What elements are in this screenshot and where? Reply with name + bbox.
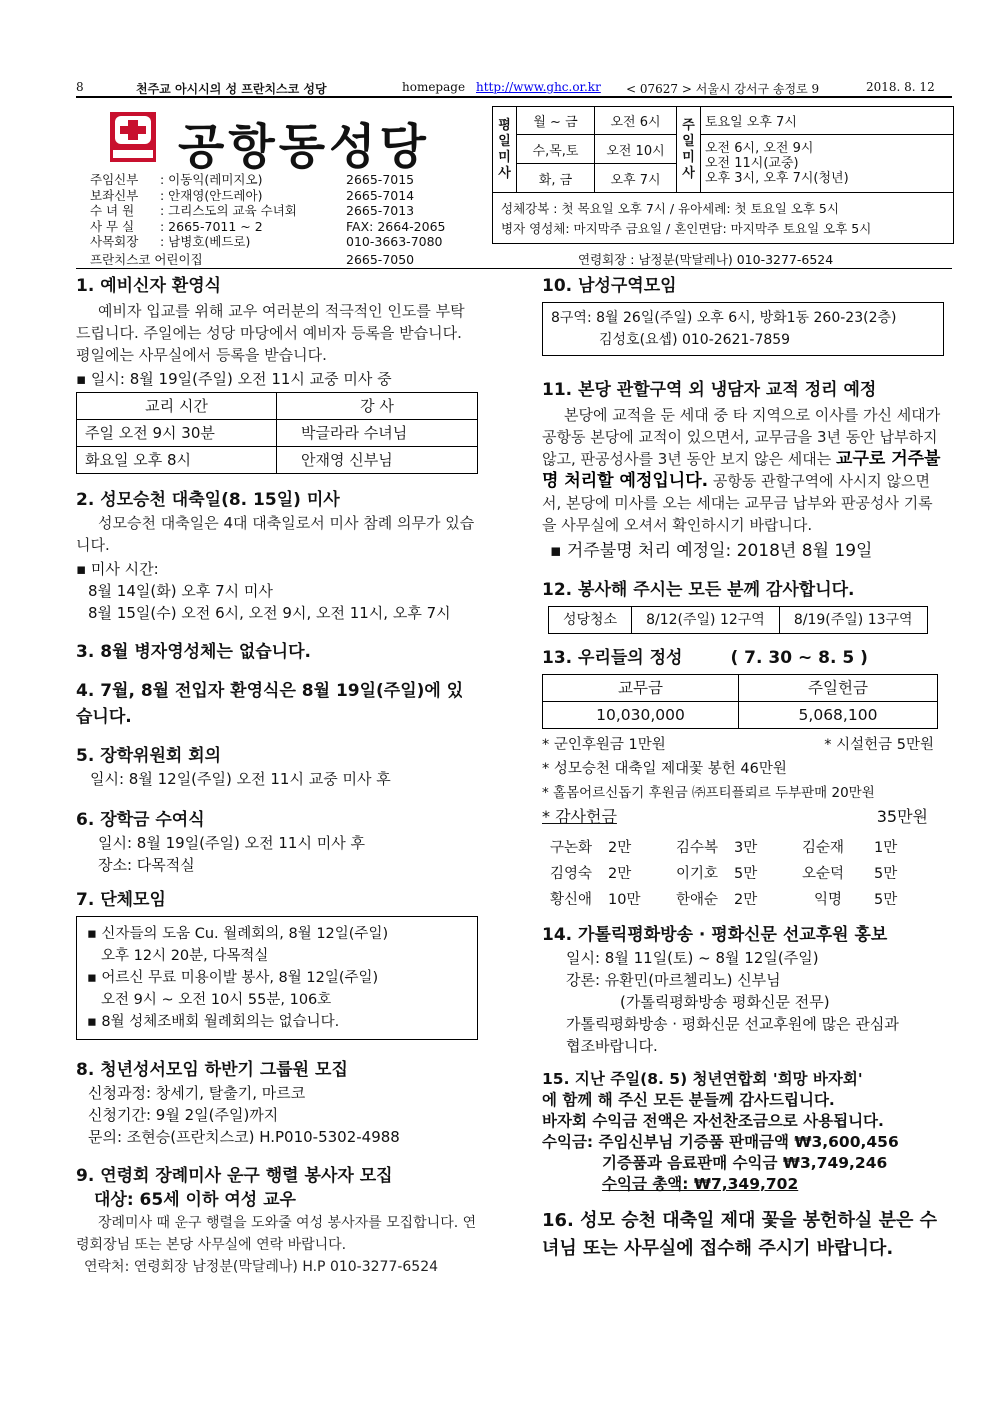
section-text: 신청과정: 창세기, 탈출기, 마르코: [88, 1084, 306, 1102]
section-heading: 15. 지난 주일(8. 5) 청년연합회 '희망 바자회': [542, 1070, 863, 1088]
table-header: 주일헌금: [739, 675, 938, 702]
proceeds-line: 수익금: 주임신부님 기증품 판매금액 ₩3,600,456: [542, 1133, 899, 1151]
right-column: [542, 274, 944, 1263]
table-cell: 8/12(주일) 12구역: [632, 607, 780, 634]
table-cell: 성당청소: [549, 607, 632, 634]
section-heading: 14. 가톨릭평화방송 · 평화신문 선교후원 홍보: [542, 925, 888, 945]
donor-amount: 10만: [608, 892, 641, 908]
bazaar-thanks: [542, 1069, 944, 1195]
section-text: 성모승천 대축일은 4대 대축일로서 미사 참례 의무가 있습니다.: [76, 514, 475, 554]
donor-name: 익명: [814, 892, 843, 908]
section-heading: 5. 장학위원회 회의: [76, 746, 222, 766]
proceeds-total: 수익금 총액: ₩7,349,702: [602, 1175, 799, 1193]
donor-name: 오순덕: [802, 866, 845, 882]
donor-amount: 5만: [734, 866, 758, 882]
section-heading: 11. 본당 관할구역 외 냉담자 교적 정리 예정: [542, 380, 877, 400]
homepage-link[interactable]: http://www.ghc.or.kr: [476, 80, 601, 94]
list-item: ▪ 어르신 무료 미용이발 봉사, 8월 12일(주일): [87, 970, 379, 986]
mass-time: 오후 7시: [595, 164, 677, 193]
funeral-committee-contact: 연령회장 : 남정분(막달레나) 010-3277-6524: [578, 252, 834, 267]
section-heading: 13. 우리들의 정성 ( 7. 30 ~ 8. 5 ): [542, 648, 868, 668]
mass-time: 오전 10시: [595, 135, 677, 164]
donor-amount: 5만: [874, 892, 898, 908]
section-heading: 4. 7월, 8월 전입자 환영식은 8월 19일(주일)에 있습니다.: [76, 681, 464, 727]
mass-day: 화, 금: [517, 164, 595, 193]
mass-schedule: [492, 106, 954, 244]
donor-table: [550, 835, 897, 913]
section-heading: 9. 연령회 장례미사 운구 행렬 봉사자 모집: [76, 1166, 393, 1186]
section-text: 장소: 다목적실: [98, 856, 195, 874]
mass-time: 오전 6시: [595, 107, 677, 135]
proceeds-line: 기증품과 음료판매 수익금 ₩3,749,246: [602, 1154, 888, 1172]
note-line: 병자 영성체: 마지막주 금요일 / 혼인면담: 마지막주 토요일 오후 5시: [501, 221, 872, 236]
table-header: 교무금: [543, 675, 739, 702]
donor-name: 김수복: [676, 840, 719, 856]
sunday-label: 주일미사: [677, 107, 701, 193]
sunday-time: 오전 11시(교중): [705, 156, 799, 171]
sunday-time: 오전 6시, 오전 9시: [705, 141, 814, 156]
staff-row: 주임신부 : 이동익(레미지오) 2665-7015: [90, 172, 415, 187]
header-divider: [76, 268, 952, 269]
offering-line: * 군인후원금 1만원 * 시설헌금 5만원: [542, 737, 934, 753]
top-header-bar: [76, 78, 952, 98]
offering-line: * 성모승천 대축일 제대꽃 봉헌 46만원: [542, 761, 787, 777]
table-cell: 10,030,000: [543, 702, 739, 729]
left-column: [76, 274, 478, 1278]
parish-logo: [110, 112, 156, 162]
donor-name: 이기호: [676, 866, 719, 882]
section-text: 예비자 입교를 위해 교우 여러분의 적극적인 인도를 부탁드립니다. 주일에는 성당 마당에서 예비자 등록을 받습니다. 평일에는 사무실에서 등록을 받습니다.: [76, 302, 465, 364]
table-cell: 화요일 오후 8시: [77, 447, 277, 474]
list-item: 8월 14일(화) 오후 7시 미사: [88, 582, 273, 600]
section-heading: 12. 봉사해 주시는 모든 분께 감사합니다.: [542, 580, 855, 600]
staff-row: 사 무 실 : 2665-7011 ~ 2 FAX: 2664-2065: [90, 218, 446, 234]
list-item: 8월 15일(수) 오전 6시, 오전 9시, 오전 11시, 오후 7시: [88, 604, 451, 622]
donor-amount: 2만: [734, 892, 758, 908]
section-heading: 1. 예비신자 환영식: [76, 276, 222, 296]
staff-row: 수 녀 원 : 그리스도의 교육 수녀회 2665-7013: [90, 203, 415, 218]
event-date: ▪ 거주불명 처리 예정일: 2018년 8월 19일: [550, 541, 873, 561]
table-cell: 8/19(주일) 13구역: [779, 607, 927, 634]
weekday-label: 평일미사: [493, 107, 517, 193]
donor-amount: 1만: [874, 840, 898, 856]
staff-row: 사목회장 : 남병호(베드로) 010-3663-7080: [90, 234, 443, 249]
org-name: 천주교 아시시의 성 프란치스코 성당: [136, 82, 327, 96]
section-text: (가톨릭평화방송 평화신문 전무): [620, 993, 830, 1011]
period: ( 7. 30 ~ 8. 5 ): [730, 648, 868, 668]
section-text: 일시: 8월 12일(주일) 오전 11시 교중 미사 후: [90, 770, 391, 788]
section-text: 신청기간: 9월 2일(주일)까지: [88, 1106, 279, 1124]
section-text: 장례미사 때 운구 행렬을 도와줄 여성 봉사자를 모집합니다. 연령회장님 또는 본당 사무실에 연락 바랍니다.: [76, 1215, 477, 1253]
event-date: ▪ 일시: 8월 19일(주일) 오전 11시 교중 미사 중: [76, 370, 392, 388]
donor-amount: 2만: [608, 840, 632, 856]
list-item: 오전 9시 ~ 오전 10시 55분, 106호: [101, 992, 332, 1008]
note-line: 성체강복 : 첫 목요일 오후 7시 / 유아세례: 첫 토요일 오후 5시: [501, 201, 839, 216]
sunday-time: 토요일 오후 7시: [701, 107, 954, 135]
volunteer-table: [548, 606, 928, 634]
donor-name: 한애순: [676, 892, 719, 908]
section-text: 일시: 8월 19일(주일) 오전 11시 미사 후: [98, 834, 365, 852]
group-meetings-box: [76, 916, 478, 1040]
sacrament-notes: [492, 192, 954, 244]
emphasis-text: 교구로 거주불명 처리할 예정입니다.: [542, 449, 941, 491]
section-subheading: 대상: 65세 이하 여성 교우: [94, 1190, 296, 1210]
list-label: ▪ 미사 시간:: [76, 560, 159, 578]
parish-name: 공항동성당: [178, 119, 430, 175]
section-text: 일시: 8월 11일(토) ~ 8월 12일(주일): [566, 949, 819, 967]
table-header: 강 사: [277, 393, 478, 420]
donor-amount: 3만: [734, 840, 758, 856]
section-heading: 2. 성모승천 대축일(8. 15일) 미사: [76, 490, 340, 510]
homepage-label: homepage: [402, 80, 466, 94]
section-text: 강론: 유환민(마르첼리노) 신부님: [566, 971, 781, 989]
staff-directory: [90, 172, 446, 267]
contact-line: 연락처: 연령회장 남정분(막달레나) H.P 010-3277-6524: [84, 1259, 439, 1275]
donor-name: 김순재: [802, 840, 845, 856]
section-text: 본당에 교적을 둔 세대 중 타 지역으로 이사를 가신 세대가 공항동 본당에 교적이 있으면서, 교무금을 3년 동안 납부하지 않고, 판공성사를 3년 동안 보지 않은 세대는 교구로 거주불명 처리할 예정입니다. 공항동 관할구역에 사시지 않으면서, 본당에 미사를 오는 세대는 교무금 납부와 판공성사 기록을 사무실에 오셔서 확인하시기 바랍니다.: [542, 406, 941, 534]
mens-group-box: [542, 302, 944, 356]
mass-day: 수,목,토: [517, 135, 595, 164]
table-cell: 주일 오전 9시 30분: [77, 420, 277, 447]
list-item: ▪ 8월 성체조배회 월례회의는 없습니다.: [87, 1014, 340, 1030]
catechism-table: [76, 392, 478, 474]
section-heading: 16. 성모 승천 대축일 제대 꽃을 봉헌하실 분은 수녀님 또는 사무실에 접수해 주시기 바랍니다.: [542, 1210, 938, 1259]
section-heading: 7. 단체모임: [76, 890, 166, 910]
table-cell: 안재영 신부님: [277, 447, 478, 474]
donor-name: 김영숙: [550, 866, 593, 882]
staff-row: 프란치스코 어린이집 2665-7050: [90, 251, 415, 267]
box-line: 8구역: 8월 26일(주일) 오후 6시, 방화1동 260-23(2층): [551, 310, 897, 326]
section-text: 문의: 조현승(프란치스코) H.P010-5302-4988: [88, 1128, 400, 1146]
donor-amount: 5만: [874, 866, 898, 882]
section-heading: 바자회 수익금 전액은 자선찬조금으로 사용됩니다.: [542, 1112, 884, 1130]
list-item: 오후 12시 20분, 다목적실: [101, 948, 269, 964]
box-line: 김성호(요셉) 010-2621-7859: [599, 332, 791, 348]
section-heading: 3. 8월 병자영성체는 없습니다.: [76, 642, 311, 662]
section-text: 가톨릭평화방송 · 평화신문 선교후원에 많은 관심과 협조바랍니다.: [566, 1015, 899, 1055]
table-header: 교리 시간: [77, 393, 277, 420]
donor-name: 구논화: [550, 840, 593, 856]
staff-row: 보좌신부 : 안재영(안드레아) 2665-7014: [90, 187, 415, 203]
donor-amount: 2만: [608, 866, 632, 882]
page-number: 8: [76, 80, 84, 94]
offering-line: * 감사헌금 35만원: [542, 807, 928, 826]
address: < 07627 > 서울시 강서구 송정로 9: [626, 82, 820, 96]
list-item: ▪ 신자들의 도움 Cu. 월례회의, 8월 12일(주일): [87, 926, 389, 942]
offering-line: * 홀몸어르신돕기 후원금 ㈜프티플뢰르 두부판매 20만원: [542, 785, 875, 801]
sunday-time: 오후 3시, 오후 7시(청년): [705, 171, 849, 186]
offering-table: [542, 674, 938, 729]
table-cell: 박글라라 수녀님: [277, 420, 478, 447]
section-heading: 10. 남성구역모임: [542, 276, 677, 296]
mass-day: 월 ~ 금: [517, 107, 595, 135]
section-heading: 에 함께 해 주신 모든 분들께 감사드립니다.: [542, 1091, 835, 1109]
issue-date: 2018. 8. 12: [866, 80, 935, 94]
section-heading: 8. 청년성서모임 하반기 그룹원 모집: [76, 1060, 348, 1080]
table-cell: 5,068,100: [739, 702, 938, 729]
donor-name: 황신애: [550, 892, 593, 908]
section-heading: 6. 장학금 수여식: [76, 810, 205, 830]
